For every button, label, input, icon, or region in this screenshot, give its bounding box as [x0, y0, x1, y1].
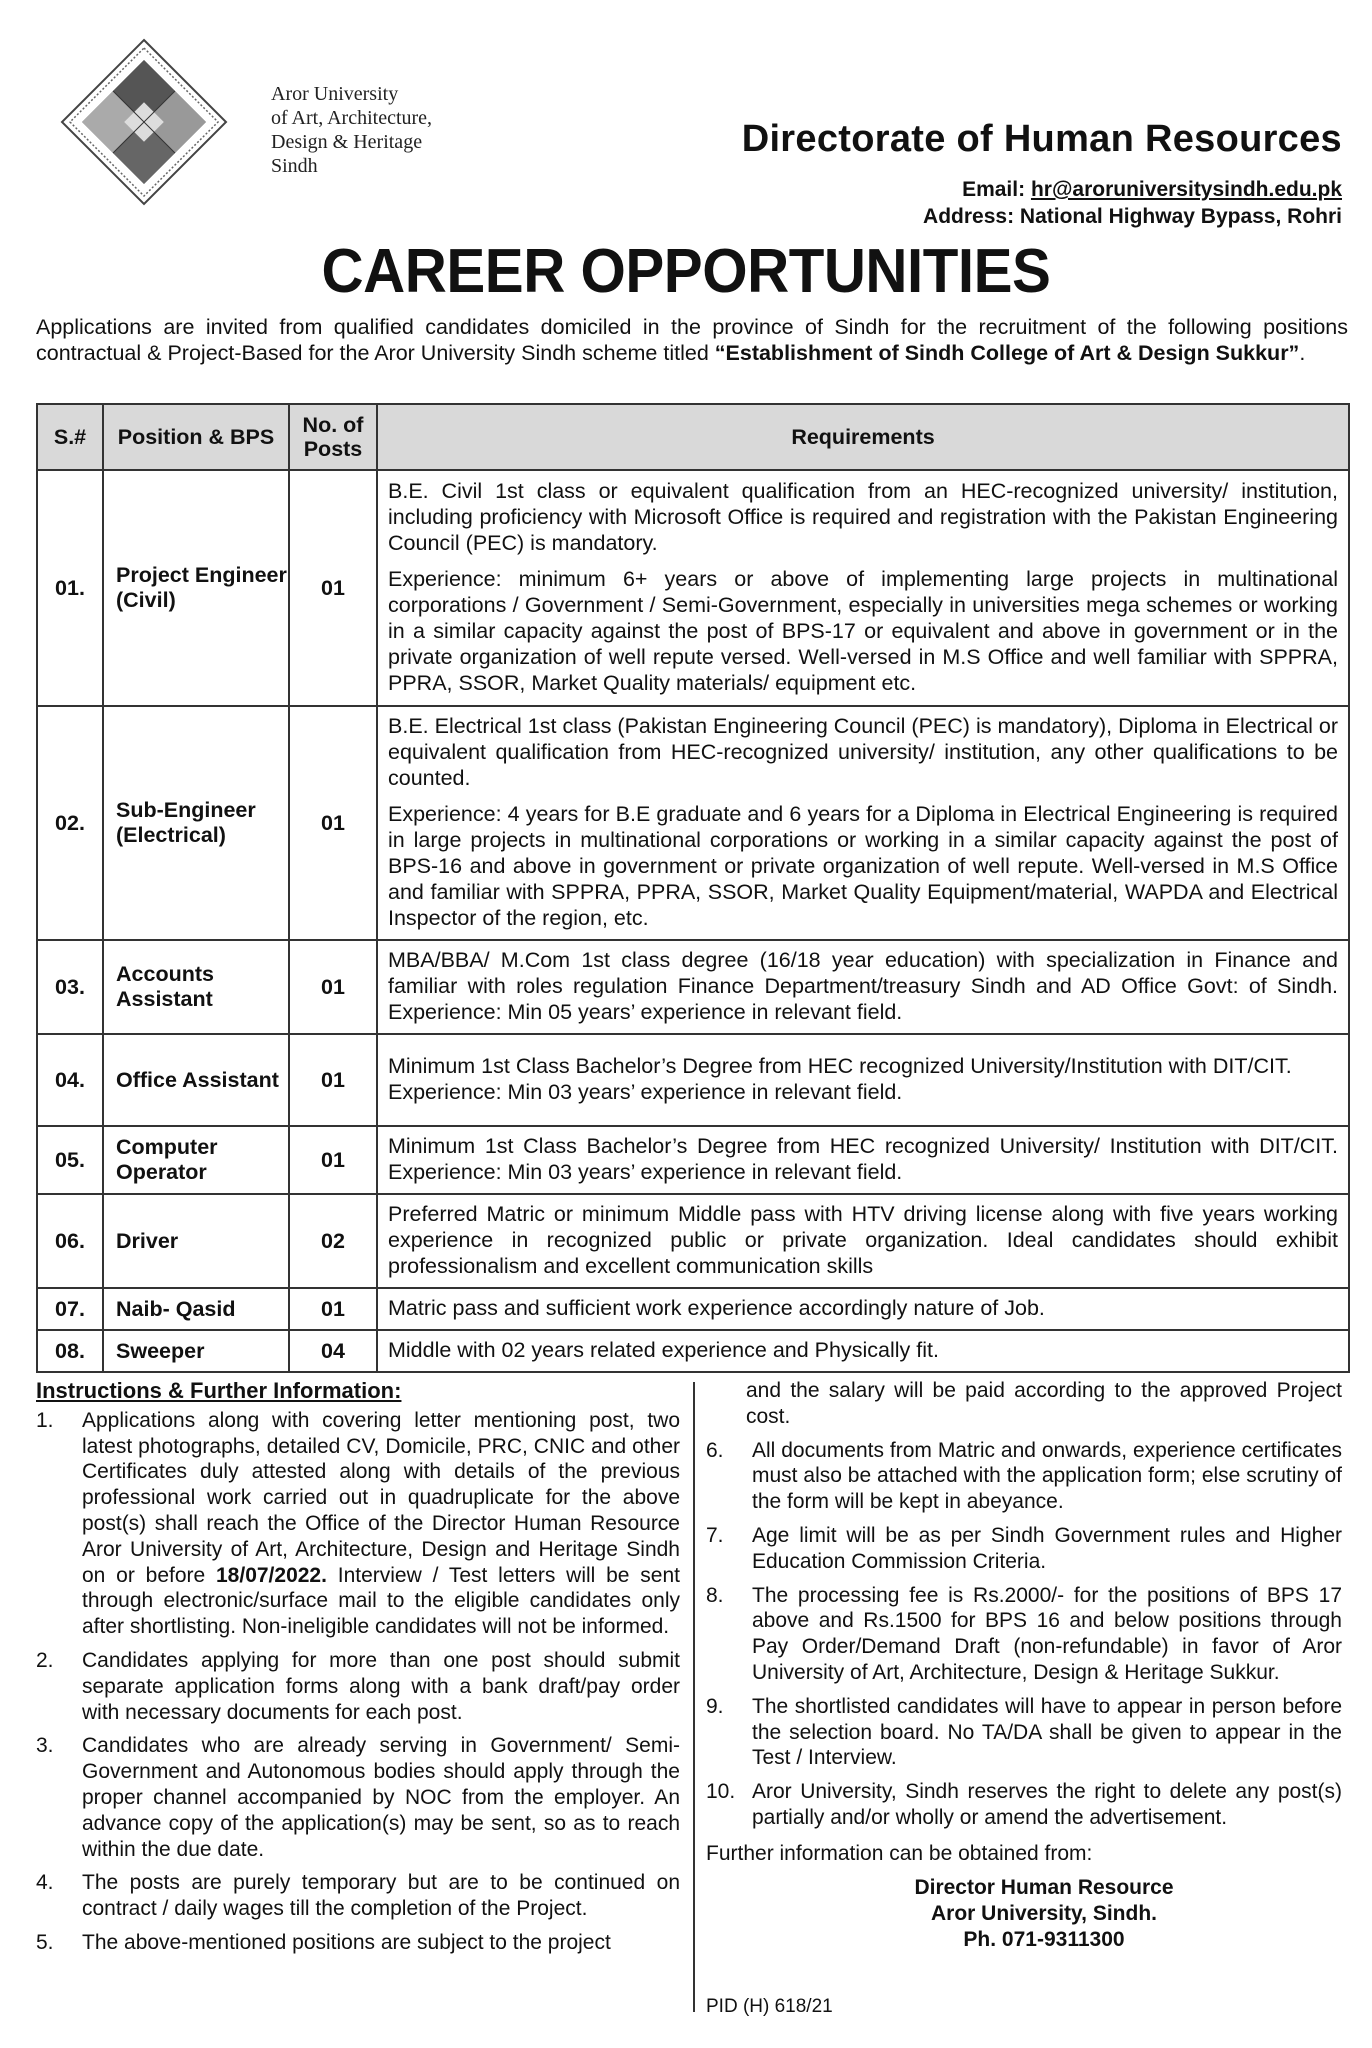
requirement-qualification: B.E. Electrical 1st class (Pakistan Engineering Council (PEC) is mandatory), Diploma in Electrical or equivalent qualification from HEC-recognized university/ institution, any other qualifications to be counted.	[388, 714, 1338, 790]
address-label: Address:	[923, 205, 1015, 228]
table-row	[37, 940, 1349, 1034]
instruction-item	[706, 1779, 1342, 1831]
row-requirements	[377, 1330, 1349, 1372]
row-posts: 04	[289, 1330, 377, 1372]
email-label: Email:	[962, 178, 1026, 201]
instruction-item	[36, 1930, 680, 1956]
row-position: Driver	[103, 1194, 289, 1288]
instruction-number: 1.	[36, 1408, 54, 1432]
instruction-text: The processing fee is Rs.2000/- for the positions of BPS 17 above and Rs.1500 for BPS 16 and below positions through Pay Order/Demand Draft (non-refundable) in favor of Aror University of Art, Architecture, Design & Heritage Sukkur.	[752, 1583, 1342, 1684]
table-row	[37, 706, 1349, 940]
university-name-line: Sindh	[271, 155, 318, 177]
row-sn: 07.	[37, 1288, 103, 1330]
instruction-item	[36, 1870, 680, 1922]
instruction-text	[82, 1408, 680, 1640]
row-position: Project Engineer (Civil)	[103, 470, 289, 706]
row-requirements	[377, 1288, 1349, 1330]
pid-number: PID (H) 618/21	[706, 1996, 833, 2017]
row-sn: 04.	[37, 1034, 103, 1126]
instruction-number: 4.	[36, 1871, 54, 1895]
row-requirements	[377, 706, 1349, 940]
contact-block	[706, 1875, 1342, 1953]
requirement-qualification: Middle with 02 years related experience and Physically fit.	[388, 1338, 939, 1362]
header-posts: No. of Posts	[289, 404, 377, 470]
row-requirements	[377, 1126, 1349, 1194]
address-value: National Highway Bypass, Rohri	[1019, 205, 1342, 228]
directorate-title: Directorate of Human Resources	[741, 118, 1342, 160]
university-name	[271, 82, 432, 178]
instruction-text: Candidates applying for more than one post should submit separate application forms along with a bank draft/pay order with necessary documents for each post.	[82, 1648, 680, 1724]
deadline-date: 18/07/2022.	[216, 1563, 327, 1587]
table-row	[37, 1126, 1349, 1194]
instruction-text: All documents from Matric and onwards, experience certificates must also be attached with the application form; else scrutiny of the form will be kept in abeyance.	[752, 1438, 1342, 1514]
table-row	[37, 1330, 1349, 1372]
instruction-number: 2.	[36, 1648, 54, 1672]
instruction-item	[706, 1438, 1342, 1515]
instruction-text: Aror University, Sindh reserves the right to delete any post(s) partially and/or wholly or amend the advertisement.	[752, 1780, 1342, 1829]
intro-end: .	[1299, 341, 1306, 365]
header-requirements: Requirements	[377, 404, 1349, 470]
instruction-number: 9.	[706, 1694, 724, 1718]
instruction-item	[706, 1583, 1342, 1686]
row-position: Sub-Engineer (Electrical)	[103, 706, 289, 940]
instruction-text-part: Interview / Test letters will be sent through electronic/surface mail to the eligible candidates only after shortlisting. Non-ineligible candidates will not be informed.	[82, 1563, 680, 1639]
instruction-text: Age limit will be as per Sindh Government rules and Higher Education Commission Criteria.	[752, 1523, 1342, 1573]
row-requirements	[377, 470, 1349, 706]
instructions-left-column	[36, 1378, 680, 1964]
instruction-item	[706, 1694, 1342, 1771]
row-posts: 02	[289, 1194, 377, 1288]
header-position: Position & BPS	[103, 404, 289, 470]
row-position: Office Assistant	[103, 1034, 289, 1126]
row-requirements	[377, 940, 1349, 1034]
university-logo-icon	[60, 38, 228, 206]
scheme-title: “Establishment of Sindh College of Art & Design Sukkur”	[714, 341, 1300, 365]
intro-paragraph	[36, 314, 1348, 366]
contact-line: Director Human Resource	[914, 1875, 1174, 1899]
header-contact	[923, 176, 1342, 230]
instruction-text: Candidates who are already serving in Government/ Semi-Government and Autonomous bodies should apply through the proper channel accompanied by NOC from the employer. An advance copy of the application(s) may be sent, so as to reach within the due date.	[82, 1734, 680, 1861]
row-posts: 01	[289, 1126, 377, 1194]
row-requirements	[377, 1034, 1349, 1126]
instruction-text: The posts are purely temporary but are to be continued on contract / daily wages till the completion of the Project.	[82, 1871, 680, 1921]
row-position: Accounts Assistant	[103, 940, 289, 1034]
instruction-item	[36, 1733, 680, 1862]
table-row	[37, 1288, 1349, 1330]
university-name-line: Aror University	[271, 83, 399, 105]
row-sn: 06.	[37, 1194, 103, 1288]
instruction-number: 5.	[36, 1930, 54, 1954]
column-divider	[693, 1382, 695, 2012]
header-sn: S.#	[37, 404, 103, 470]
row-sn: 02.	[37, 706, 103, 940]
row-position: Naib- Qasid	[103, 1288, 289, 1330]
intro-text: Applications are invited from qualified candidates domiciled in the province of Sindh for the recruitment of the following positions contractual & Project-Based for the Aror University Sindh scheme titled	[36, 315, 1348, 365]
contact-line: Aror University, Sindh.	[931, 1901, 1157, 1925]
positions-table	[36, 403, 1350, 1373]
requirement-qualification: Preferred Matric or minimum Middle pass with HTV driving license along with five years working experience in recognized public or private organization. Ideal candidates should exhibit professionalism and excellent communication skills	[388, 1202, 1338, 1278]
row-sn: 03.	[37, 940, 103, 1034]
row-sn: 08.	[37, 1330, 103, 1372]
instruction-item	[706, 1523, 1342, 1575]
requirement-qualification: Minimum 1st Class Bachelor’s Degree from HEC recognized University/Institution with DIT/CIT.	[388, 1054, 1292, 1078]
table-header-row	[37, 404, 1349, 470]
further-info-text: Further information can be obtained from:	[706, 1841, 1093, 1865]
instruction-number: 6.	[706, 1438, 724, 1462]
row-sn: 05.	[37, 1126, 103, 1194]
instruction-text: The above-mentioned positions are subject to the project	[82, 1930, 611, 1954]
row-posts: 01	[289, 470, 377, 706]
row-posts: 01	[289, 940, 377, 1034]
requirement-qualification: Matric pass and sufficient work experience accordingly nature of Job.	[388, 1296, 1045, 1320]
instruction-number: 7.	[706, 1523, 724, 1547]
instruction-number: 8.	[706, 1583, 724, 1607]
table-row	[37, 470, 1349, 706]
row-position: Computer Operator	[103, 1126, 289, 1194]
row-posts: 01	[289, 1034, 377, 1126]
instruction-number: 10.	[706, 1780, 736, 1804]
instruction-text: The shortlisted candidates will have to appear in person before the selection board. No TA/DA shall be given to appear in the Test / Interview.	[752, 1694, 1342, 1770]
university-name-line: Design & Heritage	[271, 131, 423, 153]
requirement-qualification: MBA/BBA/ M.Com 1st class degree (16/18 year education) with specialization in Finance and familiar with roles regulation Finance Department/treasury Sindh and AD Office Govt: of Sindh. Experience: Min 05 years’ experience in relevant field.	[388, 948, 1338, 1024]
requirement-experience: Experience: Min 03 years’ experience in relevant field.	[388, 1080, 903, 1104]
instruction-number: 3.	[36, 1734, 54, 1758]
instructions-heading: Instructions & Further Information:	[36, 1378, 402, 1403]
requirement-qualification: Minimum 1st Class Bachelor’s Degree from HEC recognized University/ Institution with DIT/CIT. Experience: Min 03 years’ experience in relevant field.	[388, 1134, 1338, 1184]
instruction-text-part: Applications along with covering letter mentioning post, two latest photographs, detailed CV, Domicile, PRC, CNIC and other Certificates duly attested along with details of the previous professional work carried out in quadruplicate for the above post(s) shall reach the Office of the Director Human Resource Aror University of Art, Architecture, Design and Heritage Sindh on or before	[82, 1408, 680, 1587]
email-link[interactable]: hr@aroruniversitysindh.edu.pk	[1030, 178, 1342, 201]
instruction-item	[36, 1408, 680, 1640]
table-row	[37, 1194, 1349, 1288]
row-posts: 01	[289, 1288, 377, 1330]
requirement-experience: Experience: 4 years for B.E graduate and 6 years for a Diploma in Electrical Engineering is required in large projects in multinational corporations or working in a similar capacity against the post of BPS-16 and above in government or private organization of well repute. Well-versed in M.S Office and familiar with SPPRA, PPRA, SSOR, Market Quality Equipment/material, WAPDA and Electrical Inspector of the region, etc.	[388, 802, 1338, 930]
row-position: Sweeper	[103, 1330, 289, 1372]
instruction-item	[36, 1648, 680, 1725]
requirement-experience: Experience: minimum 6+ years or above of implementing large projects in multinational corporations / Government / Semi-Government, especially in universities mega schemes or working in a similar capacity against the post of BPS-17 or equivalent and above in government or in the private organization of well repute versed. Well-versed in M.S Office and well familiar with SPPRA, PPRA, SSOR, Market Quality materials/ equipment etc.	[388, 567, 1338, 695]
instruction-continuation: and the salary will be paid according to the approved Project cost.	[746, 1379, 1342, 1428]
instructions-right-column	[706, 1378, 1342, 1953]
requirement-qualification: B.E. Civil 1st class or equivalent qualification from an HEC-recognized university/ institution, including proficiency with Microsoft Office is required and registration with the Pakistan Engineering Council (PEC) is mandatory.	[388, 479, 1338, 555]
page-title: CAREER OPPORTUNITIES	[321, 237, 1051, 306]
row-requirements	[377, 1194, 1349, 1288]
table-row	[37, 1034, 1349, 1126]
university-name-line: of Art, Architecture,	[271, 107, 433, 129]
row-sn: 01.	[37, 470, 103, 706]
row-posts: 01	[289, 706, 377, 940]
contact-line: Ph. 071-9311300	[963, 1927, 1125, 1951]
